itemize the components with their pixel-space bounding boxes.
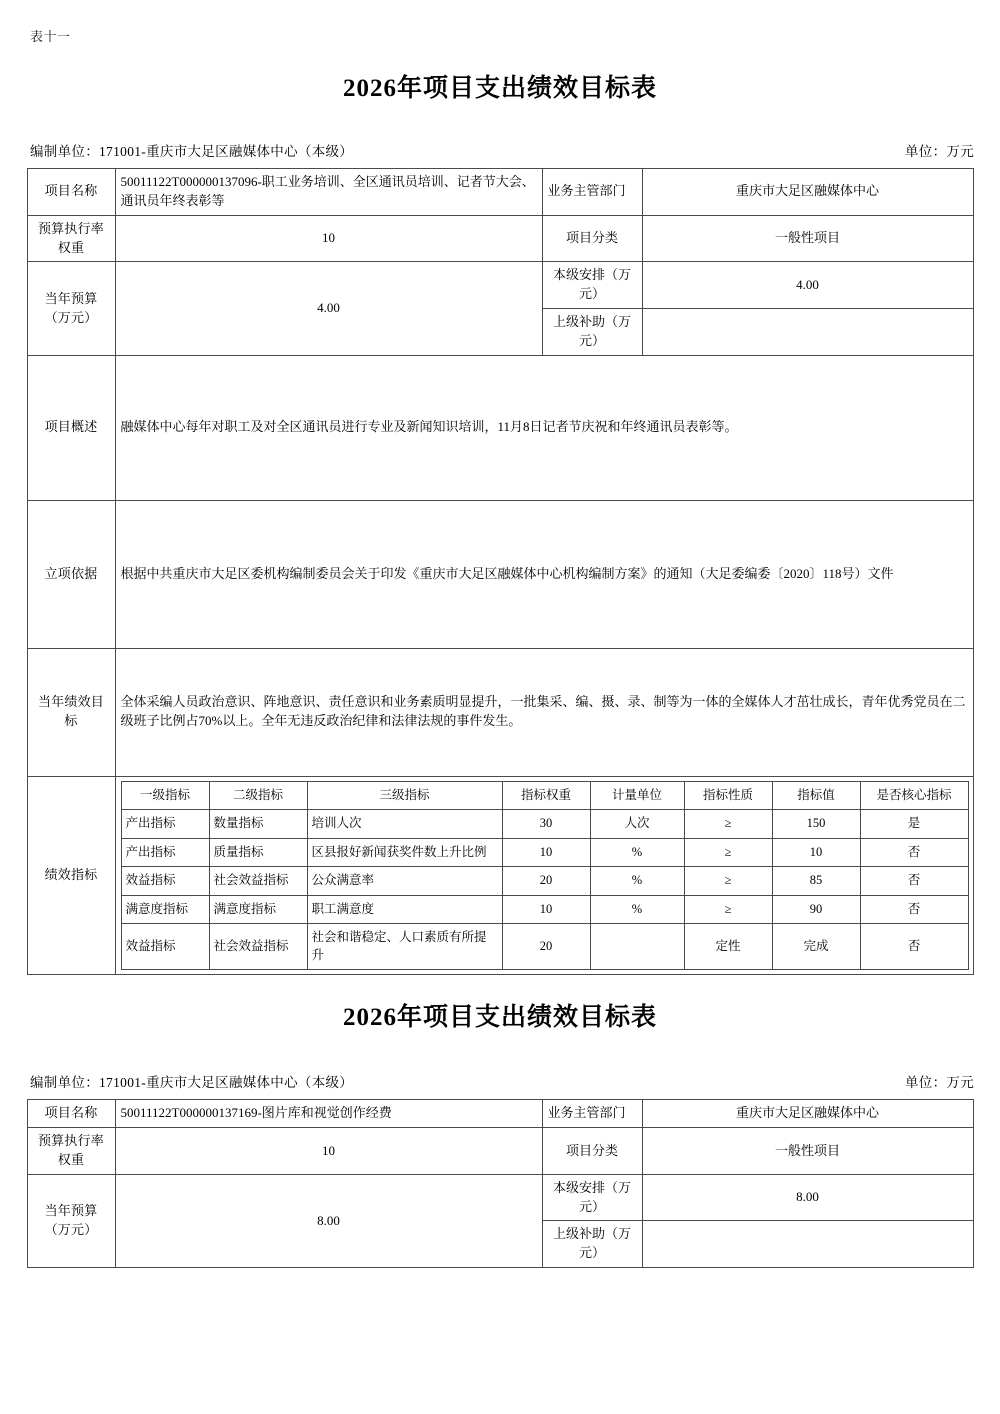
indicator-weight: 30 bbox=[502, 810, 590, 839]
value-dept-2: 重庆市大足区融媒体中心 bbox=[642, 1100, 973, 1128]
indicator-level3: 职工满意度 bbox=[307, 895, 502, 924]
value-local-arrange-2: 8.00 bbox=[642, 1174, 973, 1221]
indicator-core: 否 bbox=[860, 895, 968, 924]
performance-table-1 bbox=[27, 168, 974, 975]
label-dept-1: 业务主管部门 bbox=[542, 169, 642, 216]
meta-row-1 bbox=[0, 140, 1000, 160]
label-upper-subsidy-1: 上级补助（万元） bbox=[542, 309, 642, 356]
value-dept-1: 重庆市大足区融媒体中心 bbox=[642, 169, 973, 216]
indicator-weight: 10 bbox=[502, 838, 590, 867]
table-row-project-name-1 bbox=[27, 169, 973, 216]
label-dept-2: 业务主管部门 bbox=[542, 1100, 642, 1128]
indicator-col-core: 是否核心指标 bbox=[860, 781, 968, 810]
indicator-unit: % bbox=[590, 895, 684, 924]
value-project-name-1: 50011122T000000137096-职工业务培训、全区通讯员培训、记者节大会、通讯员年终表彰等 bbox=[115, 169, 542, 216]
table-row-local-arrange-2 bbox=[27, 1174, 973, 1221]
indicator-value: 10 bbox=[772, 838, 860, 867]
value-year-budget-2: 8.00 bbox=[115, 1174, 542, 1267]
value-project-class-1: 一般性项目 bbox=[642, 215, 973, 262]
sheet-number-label: 表十一 bbox=[30, 29, 71, 44]
indicator-col-level3: 三级指标 bbox=[307, 781, 502, 810]
compiling-unit-label-2: 编制单位： bbox=[30, 1075, 99, 1091]
value-project-basis-1: 根据中共重庆市大足区委机构编制委员会关于印发《重庆市大足区融媒体中心机构编制方案》的通知（大足委编委〔2020〕118号）文件 bbox=[115, 500, 973, 648]
label-year-budget-2: 当年预算（万元） bbox=[27, 1174, 115, 1267]
performance-table-2 bbox=[27, 1099, 974, 1268]
indicator-value: 85 bbox=[772, 867, 860, 896]
table-row bbox=[121, 895, 968, 924]
label-project-name-2: 项目名称 bbox=[27, 1100, 115, 1128]
table-row bbox=[121, 838, 968, 867]
label-perf-indicators-1: 绩效指标 bbox=[27, 776, 115, 975]
value-local-arrange-1: 4.00 bbox=[642, 262, 973, 309]
indicator-level2: 质量指标 bbox=[209, 838, 307, 867]
indicator-level1: 效益指标 bbox=[121, 867, 209, 896]
indicator-weight: 20 bbox=[502, 867, 590, 896]
table-row-project-name-2 bbox=[27, 1100, 973, 1128]
page-bottom-spacer bbox=[0, 1268, 1000, 1328]
table-row bbox=[121, 867, 968, 896]
indicator-level2: 社会效益指标 bbox=[209, 924, 307, 970]
meta-row-2 bbox=[0, 1071, 1000, 1091]
value-exec-rate-weight-1: 10 bbox=[115, 215, 542, 262]
indicator-unit: % bbox=[590, 838, 684, 867]
label-project-basis-1: 立项依据 bbox=[27, 500, 115, 648]
compiling-unit-2 bbox=[30, 1071, 353, 1091]
indicator-col-unit: 计量单位 bbox=[590, 781, 684, 810]
indicator-nature: ≥ bbox=[684, 810, 772, 839]
indicator-col-level1: 一级指标 bbox=[121, 781, 209, 810]
indicator-core: 是 bbox=[860, 810, 968, 839]
compiling-unit-1 bbox=[30, 140, 353, 160]
indicator-level2: 满意度指标 bbox=[209, 895, 307, 924]
value-year-goal-1: 全体采编人员政治意识、阵地意识、责任意识和业务素质明显提升，一批集采、编、摄、录、制等为一体的全媒体人才茁壮成长，青年优秀党员在二级班子比例占70%以上。全年无违反政治纪律和法律法规的事件发生。 bbox=[115, 648, 973, 776]
label-project-name-1: 项目名称 bbox=[27, 169, 115, 216]
indicator-table-container-1 bbox=[115, 776, 973, 975]
compiling-unit-label-1: 编制单位： bbox=[30, 144, 99, 159]
table-row-exec-rate-2 bbox=[27, 1128, 973, 1175]
indicator-header-row-1 bbox=[121, 781, 968, 810]
indicator-col-level2: 二级指标 bbox=[209, 781, 307, 810]
label-local-arrange-1: 本级安排（万元） bbox=[542, 262, 642, 309]
label-project-class-1: 项目分类 bbox=[542, 215, 642, 262]
indicator-weight: 20 bbox=[502, 924, 590, 970]
value-project-name-2: 50011122T000000137169-图片库和视觉创作经费 bbox=[115, 1100, 542, 1128]
value-upper-subsidy-1 bbox=[642, 309, 973, 356]
indicator-level3: 社会和谐稳定、人口素质有所提升 bbox=[307, 924, 502, 970]
indicator-level1: 产出指标 bbox=[121, 810, 209, 839]
label-exec-rate-weight-1: 预算执行率权重 bbox=[27, 215, 115, 262]
indicator-value: 完成 bbox=[772, 924, 860, 970]
indicator-level3: 公众满意率 bbox=[307, 867, 502, 896]
indicator-value: 90 bbox=[772, 895, 860, 924]
table-row-indicators-1 bbox=[27, 776, 973, 975]
indicator-unit: 人次 bbox=[590, 810, 684, 839]
indicator-level2: 数量指标 bbox=[209, 810, 307, 839]
indicator-level3: 培训人次 bbox=[307, 810, 502, 839]
indicator-col-value: 指标值 bbox=[772, 781, 860, 810]
label-upper-subsidy-2: 上级补助（万元） bbox=[542, 1221, 642, 1268]
table-row bbox=[121, 810, 968, 839]
indicator-nature: ≥ bbox=[684, 895, 772, 924]
indicator-level3: 区县报好新闻获奖件数上升比例 bbox=[307, 838, 502, 867]
label-local-arrange-2: 本级安排（万元） bbox=[542, 1174, 642, 1221]
label-year-goal-1: 当年绩效目标 bbox=[27, 648, 115, 776]
indicator-nature: 定性 bbox=[684, 924, 772, 970]
table-row-year-goal-1 bbox=[27, 648, 973, 776]
label-project-overview-1: 项目概述 bbox=[27, 355, 115, 500]
table-row-local-arrange-1 bbox=[27, 262, 973, 309]
indicator-unit: % bbox=[590, 867, 684, 896]
compiling-unit-value-1: 171001-重庆市大足区融媒体中心（本级） bbox=[99, 144, 354, 159]
indicator-weight: 10 bbox=[502, 895, 590, 924]
indicator-col-nature: 指标性质 bbox=[684, 781, 772, 810]
value-project-overview-1: 融媒体中心每年对职工及对全区通讯员进行专业及新闻知识培训，11月8日记者节庆祝和年终通讯员表彰等。 bbox=[115, 355, 973, 500]
table-row bbox=[121, 924, 968, 970]
page-title-2: 2026年项目支出绩效目标表 bbox=[342, 1004, 657, 1032]
indicator-nature: ≥ bbox=[684, 867, 772, 896]
currency-note-2: 单位：万元 bbox=[905, 1075, 974, 1091]
compiling-unit-value-2: 171001-重庆市大足区融媒体中心（本级） bbox=[99, 1075, 354, 1091]
indicator-table-1 bbox=[121, 781, 969, 971]
label-project-class-2: 项目分类 bbox=[542, 1128, 642, 1175]
indicator-level1: 效益指标 bbox=[121, 924, 209, 970]
currency-note-1: 单位：万元 bbox=[905, 144, 974, 159]
page-title-1: 2026年项目支出绩效目标表 bbox=[342, 75, 657, 102]
indicator-level1: 产出指标 bbox=[121, 838, 209, 867]
table-row-basis-1 bbox=[27, 500, 973, 648]
indicator-level2: 社会效益指标 bbox=[209, 867, 307, 896]
value-year-budget-1: 4.00 bbox=[115, 262, 542, 355]
indicator-core: 否 bbox=[860, 838, 968, 867]
table-row-overview-1 bbox=[27, 355, 973, 500]
label-year-budget-1: 当年预算（万元） bbox=[27, 262, 115, 355]
indicator-value: 150 bbox=[772, 810, 860, 839]
value-upper-subsidy-2 bbox=[642, 1221, 973, 1268]
value-exec-rate-weight-2: 10 bbox=[115, 1128, 542, 1175]
indicator-level1: 满意度指标 bbox=[121, 895, 209, 924]
indicator-col-weight: 指标权重 bbox=[502, 781, 590, 810]
value-project-class-2: 一般性项目 bbox=[642, 1128, 973, 1175]
table-row-exec-rate-1 bbox=[27, 215, 973, 262]
label-exec-rate-weight-2: 预算执行率权重 bbox=[27, 1128, 115, 1175]
indicator-core: 否 bbox=[860, 924, 968, 970]
indicator-unit bbox=[590, 924, 684, 970]
indicator-nature: ≥ bbox=[684, 838, 772, 867]
indicator-core: 否 bbox=[860, 867, 968, 896]
